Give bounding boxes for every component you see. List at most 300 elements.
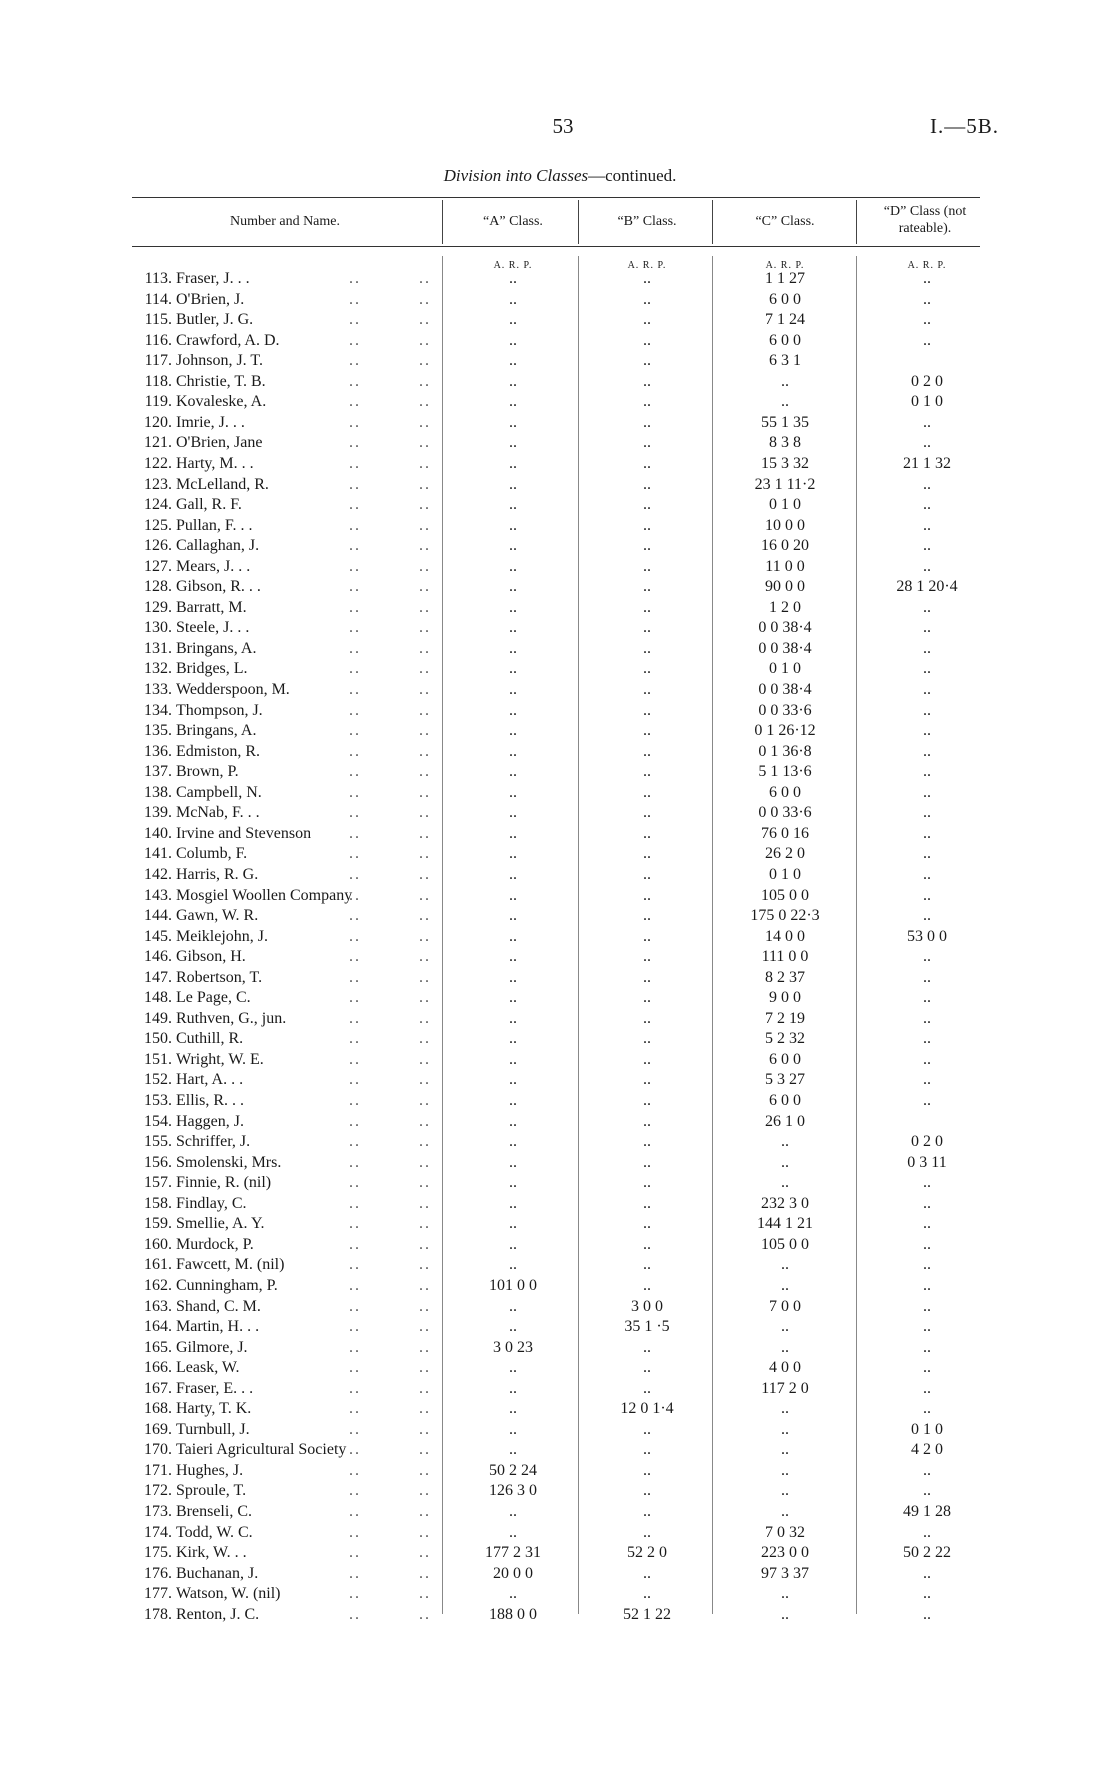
leader-dots: .. [419, 1544, 431, 1562]
row-d-class: .. [923, 989, 931, 1007]
row-name: Irvine and Stevenson [176, 824, 312, 842]
row-c-class: 0 1 0 [769, 660, 801, 678]
row-d-class: .. [923, 804, 931, 822]
row-number: 149. [144, 1009, 172, 1027]
row-number: 153. [144, 1092, 172, 1109]
row-c-class: 6 3 1 [769, 352, 801, 370]
row-b-class: .. [643, 783, 651, 801]
table-row [0, 1009, 1114, 1030]
row-name: Columb, F. [176, 845, 248, 863]
leader-dots: .. [349, 1153, 361, 1171]
table-row [0, 1502, 1114, 1523]
row-number: 158. [144, 1194, 172, 1212]
row-c-class: 111 0 0 [761, 948, 809, 966]
row-d-class: 53 0 0 [907, 927, 947, 945]
column-divider-c [712, 200, 713, 244]
row-name: Leask, W. [176, 1359, 240, 1377]
row-c-class: .. [781, 1585, 789, 1603]
leader-dots: .. [349, 639, 361, 657]
row-name: Mosgiel Woollen Company [176, 886, 353, 904]
row-number: 136. [144, 742, 172, 760]
row-d-class: .. [923, 845, 931, 863]
leader-dots: .. [349, 845, 361, 863]
row-name: Barratt, M. [176, 598, 247, 616]
row-b-class: .. [643, 598, 651, 616]
row-number: 145. [144, 927, 172, 945]
leader-dots: .. [419, 1235, 431, 1253]
leader-dots: .. [349, 1461, 361, 1479]
table-row [0, 1440, 1114, 1461]
row-name: Brown, P. [176, 763, 239, 781]
leader-dots: .. [419, 537, 431, 555]
row-d-class: .. [923, 1359, 931, 1377]
row-number: 178. [144, 1605, 172, 1623]
row-b-class: .. [643, 681, 651, 698]
row-b-class: .. [643, 824, 651, 842]
row-a-class: .. [509, 1359, 517, 1377]
row-c-class: 0 0 33·6 [758, 804, 812, 822]
row-c-class: .. [781, 1400, 789, 1418]
table-row [0, 1317, 1114, 1338]
row-number: 154. [144, 1112, 172, 1130]
row-number: 125. [144, 516, 172, 534]
row-b-class: .. [643, 1585, 651, 1603]
row-d-class: .. [923, 907, 931, 925]
row-a-class: .. [509, 393, 517, 411]
row-d-class: .. [923, 948, 931, 966]
row-b-class: .. [643, 1133, 651, 1151]
row-name: Harty, T. K. [176, 1400, 252, 1418]
row-d-class: .. [923, 1523, 931, 1541]
row-b-class: .. [643, 1215, 651, 1233]
table-row [0, 1481, 1114, 1502]
row-c-class: 0 0 38·4 [758, 639, 812, 657]
row-b-class: .. [643, 475, 651, 493]
row-number: 152. [144, 1071, 172, 1089]
leader-dots: .. [419, 783, 431, 801]
row-d-class: 0 1 0 [911, 1420, 943, 1438]
row-name: Cunningham, P. [176, 1276, 278, 1294]
row-d-class: .. [923, 475, 931, 493]
leader-dots: .. [419, 372, 431, 390]
row-c-class: 5 1 13·6 [758, 763, 812, 781]
table-row [0, 1358, 1114, 1379]
row-a-class: .. [509, 1050, 517, 1068]
leader-dots: .. [419, 434, 431, 452]
row-number: 131. [144, 639, 172, 657]
row-a-class: .. [509, 270, 517, 287]
row-a-class: .. [509, 557, 517, 575]
table-row [0, 1091, 1114, 1112]
header-number-and-name: Number and Name. [229, 214, 341, 229]
leader-dots: .. [419, 413, 431, 431]
row-b-class: .. [643, 496, 651, 514]
table-row [0, 331, 1114, 352]
row-c-class: 5 2 32 [765, 1030, 805, 1048]
row-c-class: 97 3 37 [761, 1564, 809, 1582]
row-a-class: .. [509, 578, 517, 596]
row-a-class: .. [509, 804, 517, 822]
row-a-class: .. [509, 1523, 517, 1541]
table-row [0, 392, 1114, 413]
table-row [0, 536, 1114, 557]
row-a-class: .. [509, 454, 517, 472]
leader-dots: .. [419, 352, 431, 370]
row-d-class: .. [923, 1071, 931, 1089]
leader-dots: .. [419, 1359, 431, 1377]
row-a-class: 177 2 31 [485, 1544, 541, 1562]
row-b-class: .. [643, 886, 651, 904]
row-name: Martin, H. . . [176, 1318, 260, 1336]
row-number: 117. [144, 352, 172, 370]
leader-dots: .. [349, 804, 361, 822]
row-number: 170. [144, 1441, 172, 1459]
row-a-class: .. [509, 475, 517, 493]
row-a-class: .. [509, 537, 517, 555]
leader-dots: .. [419, 1441, 431, 1459]
table-row [0, 372, 1114, 393]
row-name: Haggen, J. [176, 1112, 244, 1130]
table-row [0, 351, 1114, 372]
row-a-class: .. [509, 681, 517, 698]
row-d-class: .. [923, 1461, 931, 1479]
row-a-class: .. [509, 1256, 517, 1274]
leader-dots: .. [419, 1318, 431, 1336]
row-b-class: .. [643, 1112, 651, 1130]
row-a-class: .. [509, 989, 517, 1007]
leader-dots: .. [419, 1009, 431, 1027]
row-b-class: .. [643, 1359, 651, 1377]
row-number: 146. [144, 948, 172, 966]
row-c-class: 26 2 0 [765, 845, 805, 863]
row-d-class: 4 2 0 [911, 1441, 943, 1459]
table-row [0, 1399, 1114, 1420]
row-b-class: .. [643, 1256, 651, 1274]
row-a-class: .. [509, 1441, 517, 1459]
row-d-class: .. [923, 681, 931, 698]
row-name: Harty, M. . . [176, 454, 254, 472]
row-c-class: 0 1 26·12 [754, 722, 816, 740]
row-b-class: .. [643, 1503, 651, 1520]
row-d-class: .. [923, 783, 931, 801]
row-name: Fraser, J. . . [176, 270, 250, 287]
leader-dots: .. [349, 763, 361, 781]
row-number: 177. [144, 1585, 172, 1603]
row-number: 165. [144, 1338, 172, 1356]
leader-dots: .. [419, 1605, 431, 1623]
row-c-class: .. [781, 1318, 789, 1336]
row-number: 124. [144, 496, 172, 514]
leader-dots: .. [419, 1194, 431, 1212]
table-row [0, 495, 1114, 516]
leader-dots: .. [349, 1605, 361, 1623]
table-row [0, 1173, 1114, 1194]
table-row [0, 1543, 1114, 1564]
row-number: 140. [144, 824, 172, 842]
leader-dots: .. [419, 865, 431, 883]
row-b-class: .. [643, 948, 651, 966]
table-row [0, 290, 1114, 311]
row-b-class: .. [643, 1153, 651, 1171]
row-name: Wedderspoon, M. [176, 681, 290, 698]
table-row [0, 762, 1114, 783]
row-number: 134. [144, 701, 172, 719]
row-name: Gawn, W. R. [176, 907, 259, 925]
leader-dots: .. [349, 1564, 361, 1582]
row-d-class: .. [923, 1174, 931, 1192]
row-number: 119. [144, 393, 172, 411]
table-row [0, 618, 1114, 639]
row-name: Gibson, R. . . [176, 578, 261, 596]
row-a-class: .. [509, 1585, 517, 1603]
row-d-class: .. [923, 331, 931, 349]
row-number: 122. [144, 454, 172, 472]
row-c-class: 117 2 0 [761, 1379, 809, 1397]
row-d-class: .. [923, 865, 931, 883]
row-c-class: 1 1 27 [765, 270, 805, 287]
units-d: A. R. P. [907, 260, 947, 271]
row-a-class: .. [509, 1235, 517, 1253]
row-name: Campbell, N. [176, 783, 262, 801]
leader-dots: .. [349, 1523, 361, 1541]
row-name: Crawford, A. D. [176, 331, 280, 349]
row-name: Kovaleske, A. [176, 393, 267, 411]
leader-dots: .. [349, 1503, 361, 1520]
table-row [0, 1214, 1114, 1235]
leader-dots: .. [349, 1009, 361, 1027]
table-row [0, 1050, 1114, 1071]
row-d-class: .. [923, 1379, 931, 1397]
row-a-class: .. [509, 619, 517, 637]
table-row [0, 1029, 1114, 1050]
row-a-class: .. [509, 742, 517, 760]
row-b-class: .. [643, 516, 651, 534]
row-name: Turnbull, J. [176, 1420, 250, 1438]
leader-dots: .. [349, 681, 361, 698]
table-row [0, 413, 1114, 434]
row-a-class: .. [509, 413, 517, 431]
table-row [0, 1194, 1114, 1215]
leader-dots: .. [419, 331, 431, 349]
row-name: Cuthill, R. [176, 1030, 244, 1048]
row-a-class: .. [509, 948, 517, 966]
row-b-class: .. [643, 1009, 651, 1027]
leader-dots: .. [349, 270, 361, 287]
leader-dots: .. [349, 331, 361, 349]
table-row [0, 1132, 1114, 1153]
leader-dots: .. [349, 1071, 361, 1089]
table-row [0, 844, 1114, 865]
table-row [0, 988, 1114, 1009]
leader-dots: .. [419, 639, 431, 657]
row-name: Fawcett, M. (nil) [176, 1256, 285, 1274]
leader-dots: .. [349, 886, 361, 904]
row-name: Pullan, F. . . [176, 516, 253, 534]
row-d-class: .. [923, 824, 931, 842]
row-b-class: .. [643, 1564, 651, 1582]
row-b-class: .. [643, 804, 651, 822]
row-name: Wright, W. E. [176, 1050, 264, 1068]
row-b-class: .. [643, 1194, 651, 1212]
leader-dots: .. [349, 1400, 361, 1418]
row-d-class: .. [923, 1009, 931, 1027]
row-d-class: 21 1 32 [903, 454, 951, 472]
row-a-class: 50 2 24 [489, 1461, 537, 1479]
row-b-class: .. [643, 660, 651, 678]
leader-dots: .. [419, 1379, 431, 1397]
row-c-class: .. [781, 1441, 789, 1459]
table-row [0, 824, 1114, 845]
table-row [0, 1461, 1114, 1482]
row-d-class: .. [923, 1215, 931, 1233]
header-d-class [860, 203, 990, 237]
row-name: Hart, A. . . [176, 1071, 244, 1089]
row-number: 139. [144, 804, 172, 822]
row-a-class: .. [509, 824, 517, 842]
row-number: 115. [144, 311, 172, 329]
leader-dots: .. [349, 1256, 361, 1274]
row-number: 113. [144, 270, 172, 287]
row-d-class: .. [923, 557, 931, 575]
row-name: Bringans, A. [176, 639, 257, 657]
leader-dots: .. [349, 496, 361, 514]
row-number: 138. [144, 783, 172, 801]
document-reference: I.—5B. [930, 114, 999, 138]
caption-rest: —continued. [588, 166, 677, 185]
leader-dots: .. [419, 578, 431, 596]
row-c-class: 0 0 38·4 [758, 619, 812, 637]
row-b-class: 52 1 22 [623, 1605, 671, 1623]
row-a-class: .. [509, 1009, 517, 1027]
row-number: 175. [144, 1544, 172, 1562]
row-name: Buchanan, J. [176, 1564, 259, 1582]
row-a-class: .. [509, 1297, 517, 1315]
leader-dots: .. [349, 1174, 361, 1192]
row-c-class: 9 0 0 [769, 989, 801, 1007]
row-d-class: 0 1 0 [911, 393, 943, 411]
table-row [0, 1255, 1114, 1276]
row-number: 143. [144, 886, 172, 904]
row-c-class: 0 1 0 [769, 496, 801, 514]
row-name: Schriffer, J. [176, 1133, 251, 1151]
leader-dots: .. [419, 1482, 431, 1500]
leader-dots: .. [419, 1215, 431, 1233]
row-name: Smellie, A. Y. [176, 1215, 265, 1233]
row-number: 120. [144, 413, 172, 431]
row-number: 148. [144, 989, 172, 1007]
row-d-class: .. [923, 537, 931, 555]
row-number: 168. [144, 1400, 172, 1418]
leader-dots: .. [419, 1297, 431, 1315]
row-number: 151. [144, 1050, 172, 1068]
row-number: 142. [144, 865, 172, 883]
row-number: 166. [144, 1359, 172, 1377]
row-c-class: 144 1 21 [757, 1215, 813, 1233]
row-c-class: 105 0 0 [761, 1235, 809, 1253]
row-number: 147. [144, 968, 172, 986]
table-row [0, 310, 1114, 331]
row-number: 174. [144, 1523, 172, 1541]
row-number: 160. [144, 1235, 172, 1253]
table-row [0, 721, 1114, 742]
leader-dots: .. [419, 681, 431, 698]
row-name: McNab, F. . . [176, 804, 260, 822]
row-c-class: 8 2 37 [765, 968, 805, 986]
row-d-class: .. [923, 763, 931, 781]
row-b-class: .. [643, 1338, 651, 1356]
row-number: 172. [144, 1482, 172, 1500]
row-b-class: .. [643, 1441, 651, 1459]
row-b-class: .. [643, 1461, 651, 1479]
leader-dots: .. [419, 722, 431, 740]
leader-dots: .. [349, 598, 361, 616]
row-name: Renton, J. C. [176, 1605, 260, 1623]
row-a-class: .. [509, 660, 517, 678]
row-d-class: .. [923, 1338, 931, 1356]
row-a-class: .. [509, 1030, 517, 1048]
row-c-class: 7 0 0 [769, 1297, 801, 1315]
table-row [0, 1070, 1114, 1091]
row-name: Ellis, R. . . [176, 1092, 245, 1109]
leader-dots: .. [349, 1379, 361, 1397]
column-divider-b [578, 200, 579, 244]
row-c-class: 90 0 0 [765, 578, 805, 596]
row-a-class: .. [509, 763, 517, 781]
row-c-class: 6 0 0 [769, 290, 801, 308]
row-number: 150. [144, 1030, 172, 1048]
table-row [0, 1153, 1114, 1174]
row-c-class: 6 0 0 [769, 1092, 801, 1109]
row-a-class: .. [509, 311, 517, 329]
row-b-class: .. [643, 1379, 651, 1397]
row-name: Imrie, J. . . [176, 413, 245, 431]
row-a-class: .. [509, 1153, 517, 1171]
leader-dots: .. [349, 722, 361, 740]
row-d-class: 0 2 0 [911, 1133, 943, 1151]
row-c-class: 76 0 16 [761, 824, 809, 842]
row-c-class: 23 1 11·2 [754, 475, 816, 493]
row-d-class: .. [923, 1276, 931, 1294]
row-c-class: .. [781, 1461, 789, 1479]
row-c-class: .. [781, 1420, 789, 1438]
leader-dots: .. [419, 1564, 431, 1582]
leader-dots: .. [419, 1050, 431, 1068]
row-d-class: .. [923, 1297, 931, 1315]
row-name: Gibson, H. [176, 948, 246, 966]
leader-dots: .. [349, 454, 361, 472]
row-c-class: 0 0 33·6 [758, 701, 812, 719]
row-a-class: .. [509, 865, 517, 883]
units-a: A. R. P. [493, 260, 533, 271]
header-a-class: “A” Class. [483, 214, 543, 229]
leader-dots: .. [419, 660, 431, 678]
row-name: Watson, W. (nil) [176, 1585, 281, 1603]
leader-dots: .. [419, 701, 431, 719]
row-d-class: .. [923, 496, 931, 514]
row-a-class: .. [509, 783, 517, 801]
row-c-class: .. [781, 393, 789, 411]
row-c-class: 6 0 0 [769, 1050, 801, 1068]
row-a-class: 20 0 0 [493, 1564, 533, 1582]
row-a-class: .. [509, 886, 517, 904]
table-row [0, 701, 1114, 722]
header-bottom-rule [132, 246, 980, 247]
row-name: Robertson, T. [176, 968, 263, 986]
row-d-class: .. [923, 886, 931, 904]
row-b-class: .. [643, 290, 651, 308]
row-a-class: .. [509, 968, 517, 986]
row-d-class: .. [923, 1092, 931, 1109]
